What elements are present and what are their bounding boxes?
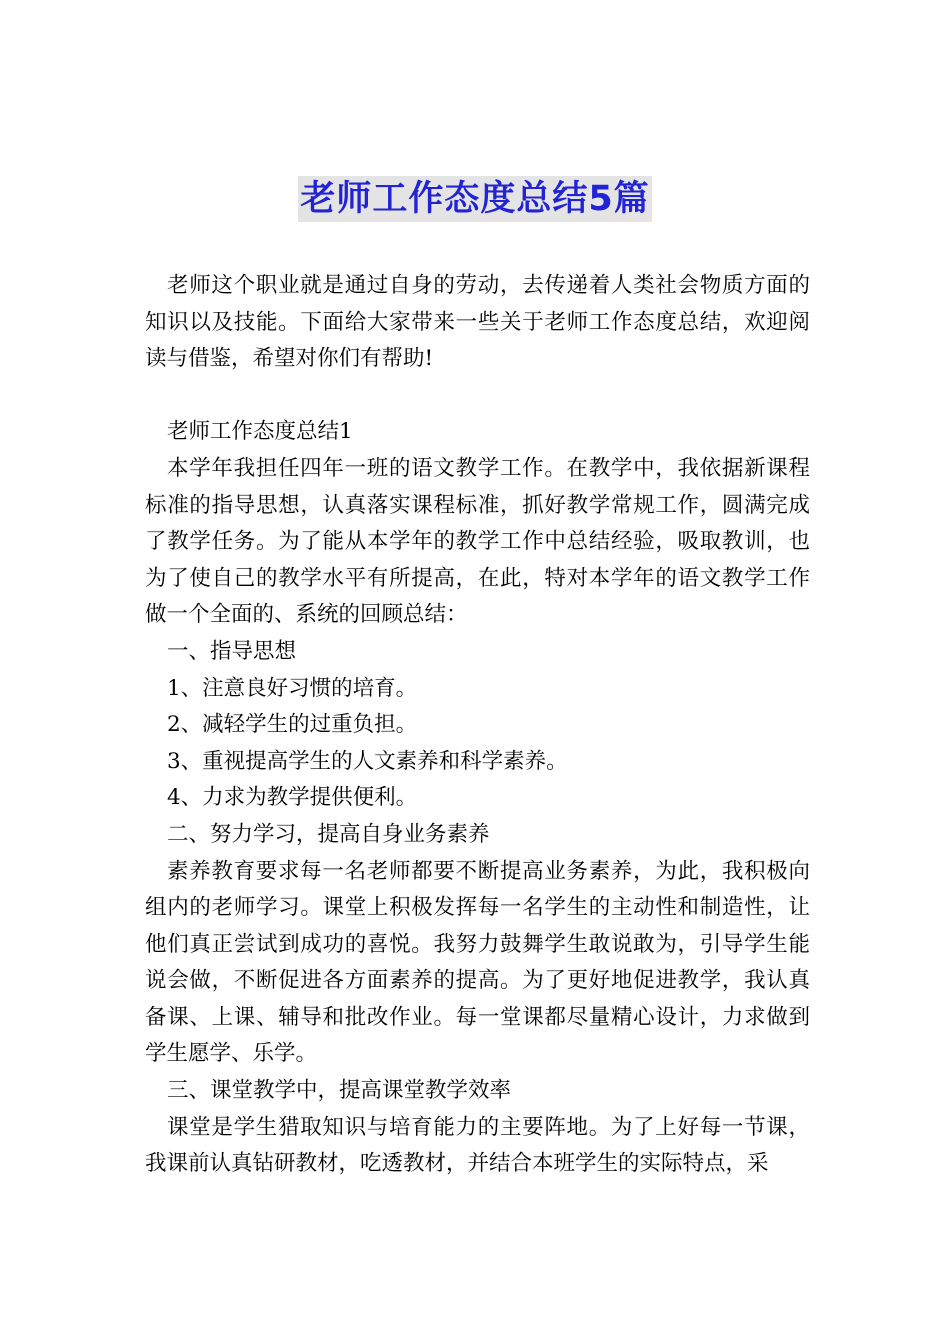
intro-paragraph: 老师这个职业就是通过自身的劳动，去传递着人类社会物质方面的知识以及技能。下面给大家带来一些关于老师工作态度总结，欢迎阅读与借鉴，希望对你们有帮助! [145,273,810,372]
heading-3: 三、课堂教学中，提高课堂教学效率 [167,1078,512,1104]
blank-line [145,378,810,415]
list-item-3: 3、重视提高学生的人文素养和科学素养。 [167,748,568,774]
document-title: 老师工作态度总结5篇 [298,176,651,222]
list-item-2: 2、减轻学生的过重负担。 [167,712,418,738]
paragraph-2: 素养教育要求每一名老师都要不断提高业务素养，为此，我积极向组内的老师学习。课堂上积极发挥每一名学生的主动性和制造性，让他们真正尝试到成功的喜悦。我努力鼓舞学生敢说敢为，引导学生能说会做，不断促进各方面素养的提高。为了更好地促进教学，我认真备课、上课、辅导和批改作业。每一堂课都尽量精心设计，力求做到学生愿学、乐学。 [145,858,810,1067]
section-title: 老师工作态度总结1 [167,419,353,445]
document-body [145,268,810,1183]
heading-1: 一、指导思想 [167,638,297,664]
list-item-4: 4、力求为教学提供便利。 [167,785,418,811]
list-item-1: 1、注意良好习惯的培育。 [167,675,418,701]
paragraph-1: 本学年我担任四年一班的语文教学工作。在教学中，我依据新课程标准的指导思想，认真落实课程标准，抓好教学常规工作，圆满完成了教学任务。为了能从本学年的教学工作中总结经验，吸取教训，也为了使自己的教学水平有所提高，在此，特对本学年的语文教学工作做一个全面的、系统的回顾总结： [145,455,810,628]
title-container [0,176,950,222]
heading-2: 二、努力学习，提高自身业务素养 [167,821,490,847]
paragraph-3: 课堂是学生猎取知识与培育能力的主要阵地。为了上好每一节课，我课前认真钻研教材，吃透教材，并结合本班学生的实际特点，采 [145,1114,810,1177]
